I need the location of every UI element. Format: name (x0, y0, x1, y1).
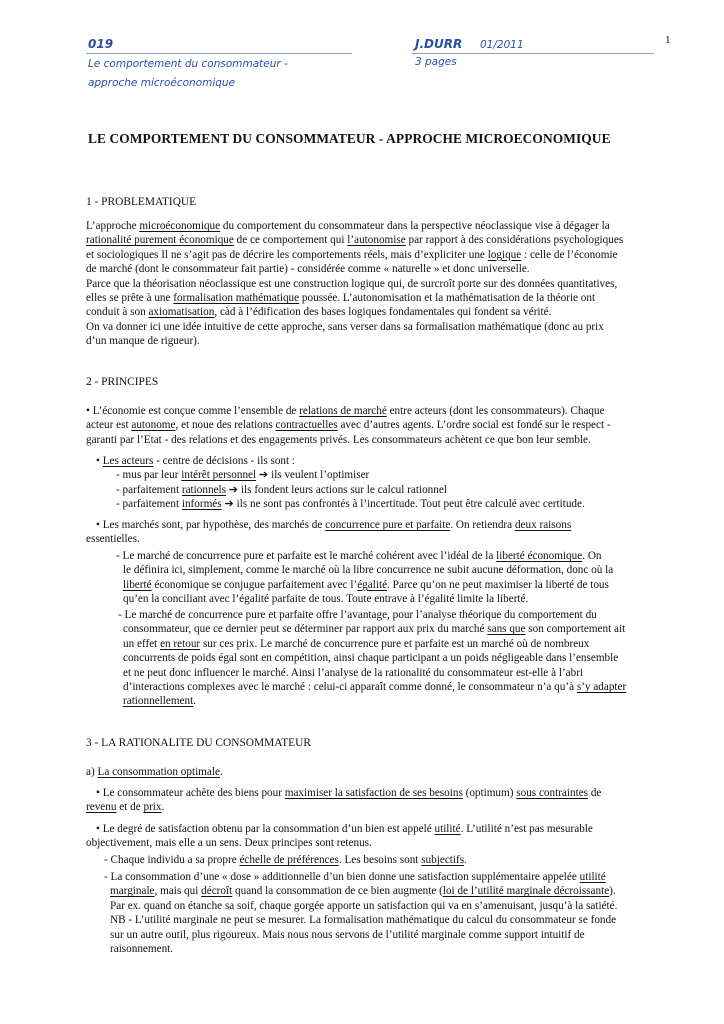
section-1-heading: 1 - PROBLEMATIQUE (86, 196, 197, 208)
section-3-marginal-utility-item: - La consommation d’une « dose » additionnelle d’un bien donne une satisfaction supplémentaire appelée utilité marginale, mais qui décroît quand la consommation de ce bien augmente (loi de l’utilité marginale décroissante). Par ex. quand on étanche sa soif, chaque gorgée apporte un satisfaction qui va en s’amenuisant, jusqu’à la satiété. NB - L’utilité marginale ne peut se mesurer. La formalisation mathématique du calcul du consommateur se fonde sur un autre outil, plus rigoureux. Mais nous nous servons de l’utilité marginale comme support intuitif de raisonnement. (104, 871, 618, 955)
doc-number: 019 (88, 37, 114, 51)
section-3-utility-paragraph: • Le degré de satisfaction obtenu par la consommation d’un bien est appelé utilité. L’utilité n’est pas mesurable objectivement, mais elle a un sens. Deux principes sont retenus. (86, 823, 593, 850)
section-2-reason-1: - Le marché de concurrence pure et parfaite est le marché cohérent avec l’idéal de la liberté économique. On le définira ici, simplement, comme le marché où la libre concurrence ne subit aucune déformation, donc où la liberté économique se conjugue parfaitement avec l’égalité. Parce qu’on ne peut maximiser la liberté de tous qu’en la conciliant avec l’égalité parfaite de tous. Toute entrave à l’égalité limite la liberté. (116, 550, 614, 606)
header-subtitle-line-1: Le comportement du consommateur - (88, 58, 288, 70)
author: J.DURR (415, 37, 463, 51)
section-2-economy-paragraph: • L’économie est conçue comme l’ensemble de relations de marché entre acteurs (dont les consommateurs). Chaque acteur est autonome, et noue des relations contractuelles avec d’autres agents. L’ordre social est fondé sur le respect - garanti par l’Etat - des relations et des engagements privés. Les consommateurs achètent ce que bon leur semble. (86, 405, 611, 446)
section-2-reason-2: - Le marché de concurrence pure et parfaite offre l’avantage, pour l’analyse théorique du comportement du consommateur, que ce dernier peut se déterminer par rapport aux prix du marché sans que son comportement ait un effet en retour sur ces prix. Le marché de concurrence pure et parfaite est un marché où de nombreux concurrents de poids égal sont en compétition, ainsi chaque participant a un poids négligeable dans l’ensemble et ne peut donc influencer le marché. Ainsi l’analyse de la rationalité du consommateur est-elle à l’abri d’interactions complexes avec le marché : celui-ci apparaît comme donné, le consommateur n’a qu’à s’y adapter rationnellement. (118, 609, 627, 708)
section-2-heading: 2 - PRINCIPES (86, 376, 159, 388)
section-2-markets-paragraph: • Les marchés sont, par hypothèse, des marchés de concurrence pure et parfaite. On retiendra deux raisons essentielles. (86, 519, 572, 546)
section-3-heading: 3 - LA RATIONALITE DU CONSOMMATEUR (86, 737, 311, 749)
section-3-preferences-item: - Chaque individu a sa propre échelle de préférences. Les besoins sont subjectifs. (104, 854, 467, 866)
page-count: 3 pages (415, 56, 457, 68)
section-3-consumer-paragraph: • Le consommateur achète des biens pour maximiser la satisfaction de ses besoins (optimum) sous contraintes de revenu et de prix. (86, 787, 602, 814)
date: 01/2011 (480, 39, 524, 51)
header-subtitle-line-2: approche microéconomique (88, 77, 236, 89)
section-3-subheading: a) La consommation optimale. (86, 766, 223, 778)
section-1-body: L’approche microéconomique du comportement du consommateur dans la perspective néoclassique vise à dégager la rationalité purement économique de ce comportement qui l’autonomise par rapport à des considérations psychologiques et sociologiques Il ne s’agit pas de décrire les comportements réels, mais d’expliciter une logique : celle de l’économie de marché (dont le consommateur fait partie) - considérée comme « naturelle » et donc universelle. Parce que la théorisation néoclassique est une construction logique qui, de surcroît porte sur des données quantitatives, elles se prête à une formalisation mathématique poussée. L’autonomisation et la mathématisation de la théorie ont conduit à son axiomatisation, càd à l’édification des bases logiques fondamentales qui fondent sa vérité. On va donner ici une idée intuitive de cette approche, sans verser dans sa formalisation mathématique (donc au prix d’un manque de rigueur). (86, 220, 624, 348)
section-2-actors-list: • Les acteurs - centre de décisions - ils sont : - mus par leur intérêt personnel ➔ ils veulent l’optimiser - parfaitement rationnels ➔ ils fondent leurs actions sur le calcul rationnel - parfaitement informés ➔ ils ne sont pas confrontés à l’incertitude. Tout peut être calculé avec certitude. (96, 455, 585, 511)
header-rule-left (86, 53, 352, 54)
page-number: 1 (665, 34, 671, 46)
page-title: LE COMPORTEMENT DU CONSOMMATEUR - APPROCHE MICROECONOMIQUE (88, 131, 611, 146)
header-rule-right (412, 53, 654, 54)
